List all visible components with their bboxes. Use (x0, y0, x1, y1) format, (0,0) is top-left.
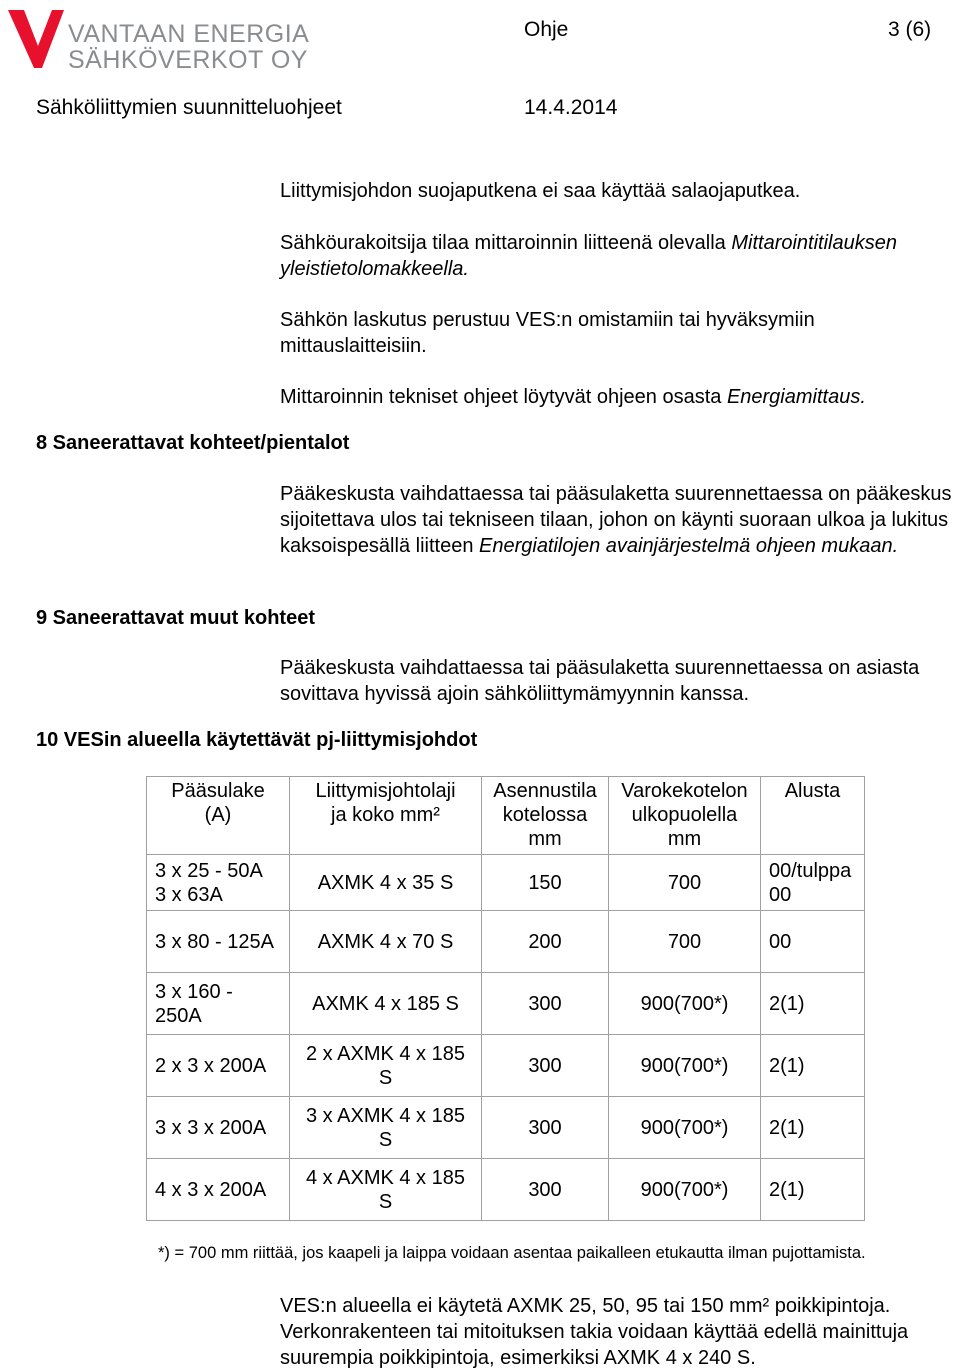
table-row (147, 1159, 865, 1221)
cell-fuse: 3 x 3 x 200A (147, 1097, 290, 1159)
doc-title: Sähköliittymien suunnitteluohjeet (36, 96, 342, 119)
cell-base: 00 (761, 911, 865, 973)
cell-base: 2(1) (761, 973, 865, 1035)
paragraph-final-note: VES:n alueella ei käytetä AXMK 25, 50, 95 tai 150 mm² poikkipintoja. Verkonrakenteen tai mitoituksen takia voidaan käyttää edellä mainittuja suurempia poikkipintoja, esimerkiksi AXMK 4 x 240 S. (280, 1295, 909, 1369)
cell-base: 2(1) (761, 1035, 865, 1097)
table-header-row (147, 777, 865, 855)
cell-outbox: 900(700*) (609, 1159, 761, 1221)
paragraph-section-9: Pääkeskusta vaihdattaessa tai pääsulaketta suurennettaessa on asiasta sovittava hyvissä ajoin sähköliittymämyynnin kanssa. (280, 657, 920, 705)
cell-inbox: 150 (482, 855, 609, 911)
cell-inbox: 300 (482, 1159, 609, 1221)
table-footnote: *) = 700 mm riittää, jos kaapeli ja laippa voidaan asentaa paikalleen etukautta ilman pujottamista. (158, 1244, 866, 1262)
cell-outbox: 700 (609, 855, 761, 911)
cell-cable: 3 x AXMK 4 x 185 S (290, 1097, 482, 1159)
section-heading-10: 10 VESin alueella käytettävät pj-liittymisjohdot (36, 729, 478, 751)
section-heading-9: 9 Saneerattavat muut kohteet (36, 607, 315, 629)
table-row (147, 911, 865, 973)
paragraph-metering-instructions: Mittaroinnin tekniset ohjeet löytyvät ohjeen osasta Energiamittaus. (280, 386, 866, 408)
cell-outbox: 900(700*) (609, 1035, 761, 1097)
page-number: 3 (6) (888, 18, 932, 41)
doc-type: Ohje (524, 18, 569, 41)
cell-inbox: 300 (482, 1097, 609, 1159)
cell-outbox: 900(700*) (609, 973, 761, 1035)
header-cable: Liittymisjohtolaji ja koko mm² (290, 777, 482, 855)
header-base: Alusta (761, 777, 865, 855)
table-row (147, 855, 865, 911)
paragraph-billing: Sähkön laskutus perustuu VES:n omistamiin tai hyväksymiin mittauslaitteisiin. (280, 309, 815, 357)
reference-energy-metering: Energiamittaus. (726, 386, 866, 408)
cell-inbox: 300 (482, 973, 609, 1035)
logo-text-line2: SÄHKÖVERKOT OY (68, 46, 308, 74)
cell-fuse: 4 x 3 x 200A (147, 1159, 290, 1221)
cell-cable: AXMK 4 x 70 S (290, 911, 482, 973)
cable-table (146, 776, 865, 1221)
table-row (147, 1097, 865, 1159)
cell-fuse: 3 x 160 - 250A (147, 973, 290, 1035)
header-inbox: Asennustila kotelossa mm (482, 777, 609, 855)
logo-text-line1: VANTAAN ENERGIA (68, 20, 310, 48)
cell-fuse: 3 x 80 - 125A (147, 911, 290, 973)
paragraph-section-8: Pääkeskusta vaihdattaessa tai pääsulaketta suurennettaessa on pääkeskus sijoitettava ulos tai tekniseen tilaan, johon on käynti suoraan ulkoa ja lukitus kaksoispesällä liitteen Energiatilojen avainjärjestelmä ohjeen mukaan. (280, 483, 952, 557)
paragraph-metering-order: Sähköurakoitsija tilaa mittaroinnin liitteenä olevalla Mittarointitilauksen yleistietolomakkeella. (280, 232, 897, 280)
header-outbox: Varokekotelon ulkopuolella mm (609, 777, 761, 855)
link-form-name: Mittarointitilauksen yleistietolomakkeella. (280, 232, 897, 280)
cell-base: 00/tulppa 00 (761, 855, 865, 911)
cell-fuse: 3 x 25 - 50A 3 x 63A (147, 855, 290, 911)
cell-base: 2(1) (761, 1097, 865, 1159)
table-row (147, 1035, 865, 1097)
cell-outbox: 700 (609, 911, 761, 973)
cell-outbox: 900(700*) (609, 1097, 761, 1159)
reference-key-system: Energiatilojen avainjärjestelmä ohjeen mukaan. (479, 535, 899, 557)
cell-inbox: 300 (482, 1035, 609, 1097)
doc-date: 14.4.2014 (524, 96, 618, 119)
cell-cable: AXMK 4 x 185 S (290, 973, 482, 1035)
section-heading-8: 8 Saneerattavat kohteet/pientalot (36, 432, 350, 454)
cell-cable: AXMK 4 x 35 S (290, 855, 482, 911)
paragraph-protective-pipe: Liittymisjohdon suojaputkena ei saa käyttää salaojaputkea. (280, 180, 801, 202)
cell-fuse: 2 x 3 x 200A (147, 1035, 290, 1097)
company-logo (6, 6, 326, 76)
table-row (147, 973, 865, 1035)
header-fuse: Pääsulake (A) (147, 777, 290, 855)
cell-cable: 4 x AXMK 4 x 185 S (290, 1159, 482, 1221)
cell-cable: 2 x AXMK 4 x 185 S (290, 1035, 482, 1097)
logo-v-icon (6, 6, 68, 72)
cell-base: 2(1) (761, 1159, 865, 1221)
cell-inbox: 200 (482, 911, 609, 973)
